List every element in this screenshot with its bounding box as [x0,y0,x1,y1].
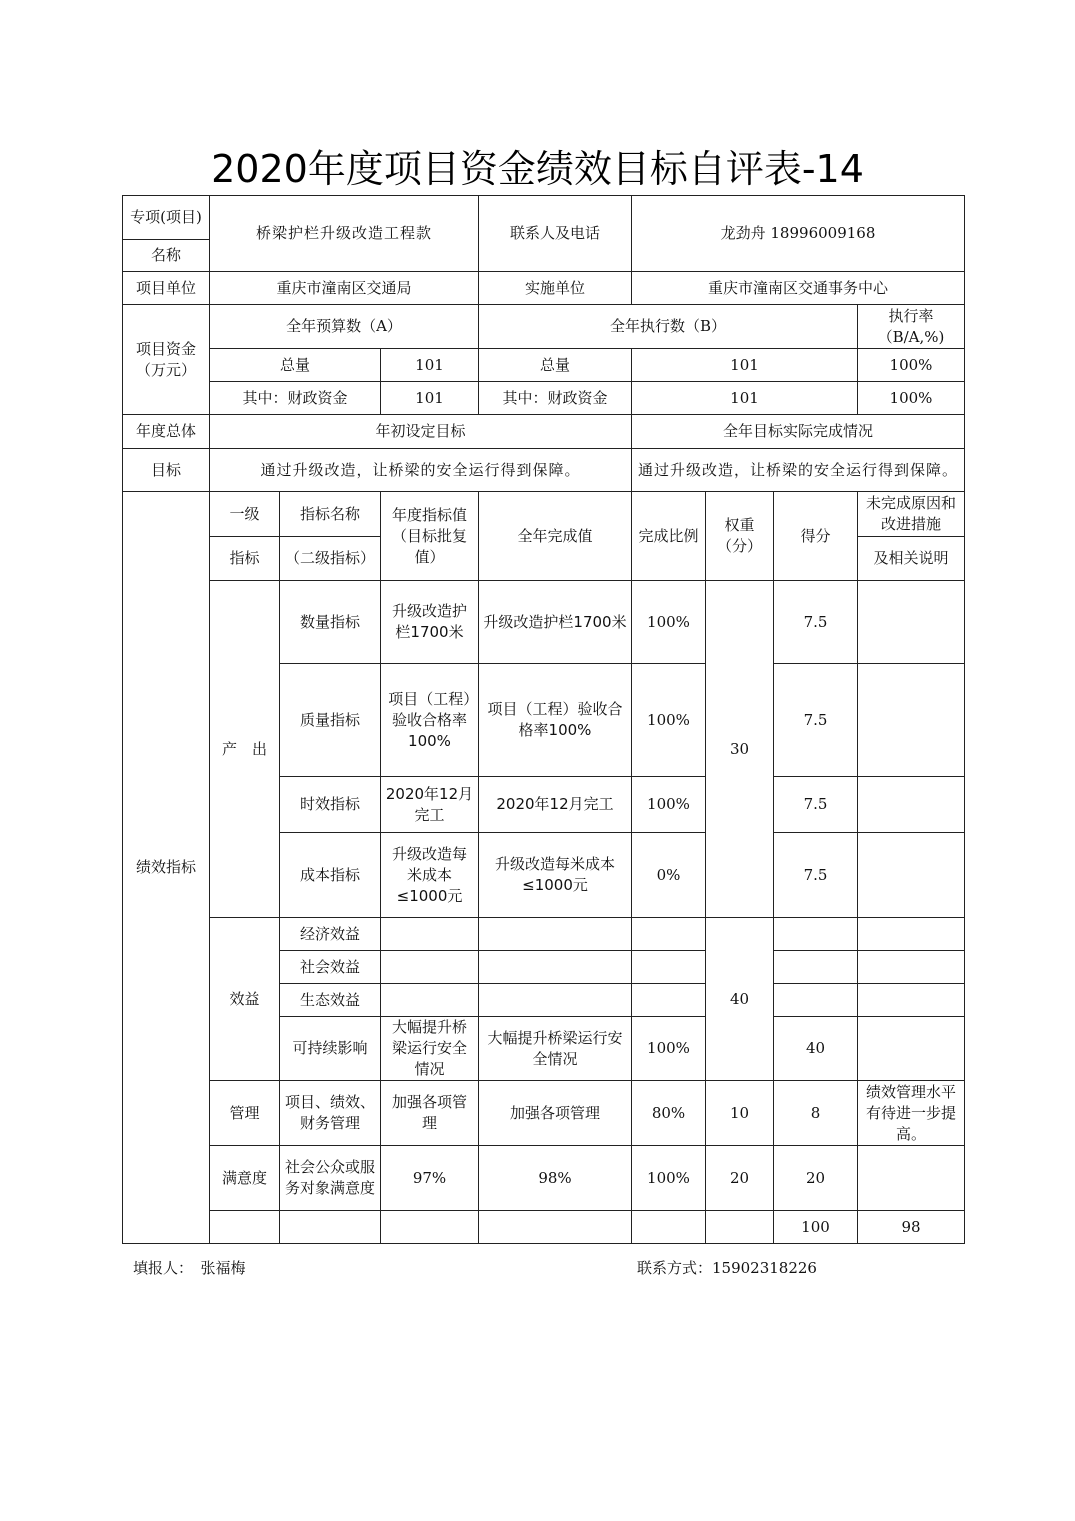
output-ratio: 0% [632,833,706,918]
management-done: 加强各项管理 [479,1081,632,1146]
impl-label: 实施单位 [479,272,632,305]
output-done: 2020年12月完工 [479,777,632,833]
management-weight: 10 [706,1081,774,1146]
benefit-weight: 40 [706,918,774,1081]
output-score: 7.5 [774,581,858,664]
goal-label-2: 目标 [123,449,210,492]
impl-value: 重庆市潼南区交通事务中心 [632,272,965,305]
funds-fiscal-label-a: 其中：财政资金 [210,382,381,415]
output-target: 2020年12月完工 [381,777,479,833]
unit-label: 项目单位 [123,272,210,305]
output-ratio: 100% [632,664,706,777]
project-name-value: 桥梁护栏升级改造工程款 [210,196,479,272]
benefit-done: 大幅提升桥梁运行安全情况 [479,1017,632,1081]
unit-value: 重庆市潼南区交通局 [210,272,479,305]
goal-initial-label: 年初设定目标 [210,415,632,449]
benefit-target: 大幅提升桥梁运行安全情况 [381,1017,479,1081]
benefit-label: 效益 [210,918,280,1081]
total-cell [280,1211,381,1244]
satisfaction-score: 20 [774,1146,858,1211]
benefit-reason [858,1017,965,1081]
satisfaction-reason [858,1146,965,1211]
output-done: 项目（工程）验收合格率100% [479,664,632,777]
total-cell [381,1211,479,1244]
benefit-done [479,951,632,984]
output-name: 时效指标 [280,777,381,833]
total-cell [210,1211,280,1244]
output-score: 7.5 [774,664,858,777]
benefit-reason [858,984,965,1017]
header-ratio: 完成比例 [632,492,706,581]
output-done: 升级改造护栏1700米 [479,581,632,664]
satisfaction-ratio: 100% [632,1146,706,1211]
management-reason: 绩效管理水平有待进一步提高。 [858,1081,965,1146]
benefit-score [774,951,858,984]
management-score: 8 [774,1081,858,1146]
header-level1-b: 指标 [210,537,280,581]
benefit-target [381,984,479,1017]
funds-fiscal-a: 101 [381,382,479,415]
benefit-reason [858,918,965,951]
benefit-done [479,918,632,951]
benefit-ratio [632,984,706,1017]
benefit-name: 可持续影响 [280,1017,381,1081]
output-weight: 30 [706,581,774,918]
header-name-a: 指标名称 [280,492,381,537]
goal-actual-label: 全年目标实际完成情况 [632,415,965,449]
benefit-score [774,918,858,951]
total-cell [632,1211,706,1244]
project-name-label-2: 名称 [123,240,210,272]
management-name: 项目、绩效、财务管理 [280,1081,381,1146]
benefit-ratio [632,918,706,951]
output-target: 升级改造护栏1700米 [381,581,479,664]
funds-label: 项目资金（万元） [123,305,210,415]
benefit-done [479,984,632,1017]
funds-total-a: 101 [381,349,479,382]
total-cell [706,1211,774,1244]
benefit-name: 社会效益 [280,951,381,984]
header-done: 全年完成值 [479,492,632,581]
header-weight: 权重（分） [706,492,774,581]
rate-label: 执行率（B/A,%) [858,305,965,349]
output-reason [858,833,965,918]
output-ratio: 100% [632,581,706,664]
funds-total-label-b: 总量 [479,349,632,382]
funds-total-b: 101 [632,349,858,382]
header-name-b: （二级指标） [280,537,381,581]
benefit-target [381,951,479,984]
output-ratio: 100% [632,777,706,833]
management-target: 加强各项管理 [381,1081,479,1146]
goal-label-1: 年度总体 [123,415,210,449]
page-title: 2020年度项目资金绩效目标自评表-14 [211,147,864,191]
management-label: 管理 [210,1081,280,1146]
total-weight: 100 [774,1211,858,1244]
output-reason [858,664,965,777]
budget-label: 全年预算数（A） [210,305,479,349]
funds-total-rate: 100% [858,349,965,382]
benefit-name: 生态效益 [280,984,381,1017]
management-ratio: 80% [632,1081,706,1146]
output-target: 升级改造每米成本≤1000元 [381,833,479,918]
satisfaction-done: 98% [479,1146,632,1211]
benefit-score: 40 [774,1017,858,1081]
goal-initial-value: 通过升级改造，让桥梁的安全运行得到保障。 [210,449,632,492]
benefit-name: 经济效益 [280,918,381,951]
funds-fiscal-b: 101 [632,382,858,415]
funds-fiscal-label-b: 其中：财政资金 [479,382,632,415]
output-reason [858,777,965,833]
evaluation-table [122,195,965,1244]
funds-fiscal-rate: 100% [858,382,965,415]
output-name: 数量指标 [280,581,381,664]
satisfaction-name: 社会公众或服务对象满意度 [280,1146,381,1211]
output-name: 成本指标 [280,833,381,918]
benefit-score [774,984,858,1017]
total-cell [479,1211,632,1244]
project-name-label-1: 专项(项目) [123,196,210,240]
header-score: 得分 [774,492,858,581]
output-label: 产 出 [210,581,280,918]
benefit-target [381,918,479,951]
filler: 填报人： 张福梅 [133,1259,246,1277]
funds-total-label-a: 总量 [210,349,381,382]
output-done: 升级改造每米成本≤1000元 [479,833,632,918]
satisfaction-target: 97% [381,1146,479,1211]
contact-value: 龙劲舟 18996009168 [632,196,965,272]
output-name: 质量指标 [280,664,381,777]
header-reason-a: 未完成原因和改进措施 [858,492,965,537]
benefit-ratio: 100% [632,1017,706,1081]
benefit-reason [858,951,965,984]
output-reason [858,581,965,664]
contact-label: 联系人及电话 [479,196,632,272]
goal-actual-value: 通过升级改造，让桥梁的安全运行得到保障。 [632,449,965,492]
total-score: 98 [858,1211,965,1244]
exec-label: 全年执行数（B） [479,305,858,349]
perf-label: 绩效指标 [123,492,210,1244]
satisfaction-weight: 20 [706,1146,774,1211]
output-score: 7.5 [774,833,858,918]
header-reason-b: 及相关说明 [858,537,965,581]
benefit-ratio [632,951,706,984]
output-target: 项目（工程）验收合格率100% [381,664,479,777]
header-target: 年度指标值（目标批复值） [381,492,479,581]
filler-contact: 联系方式：15902318226 [637,1259,817,1277]
header-level1-a: 一级 [210,492,280,537]
satisfaction-label: 满意度 [210,1146,280,1211]
output-score: 7.5 [774,777,858,833]
